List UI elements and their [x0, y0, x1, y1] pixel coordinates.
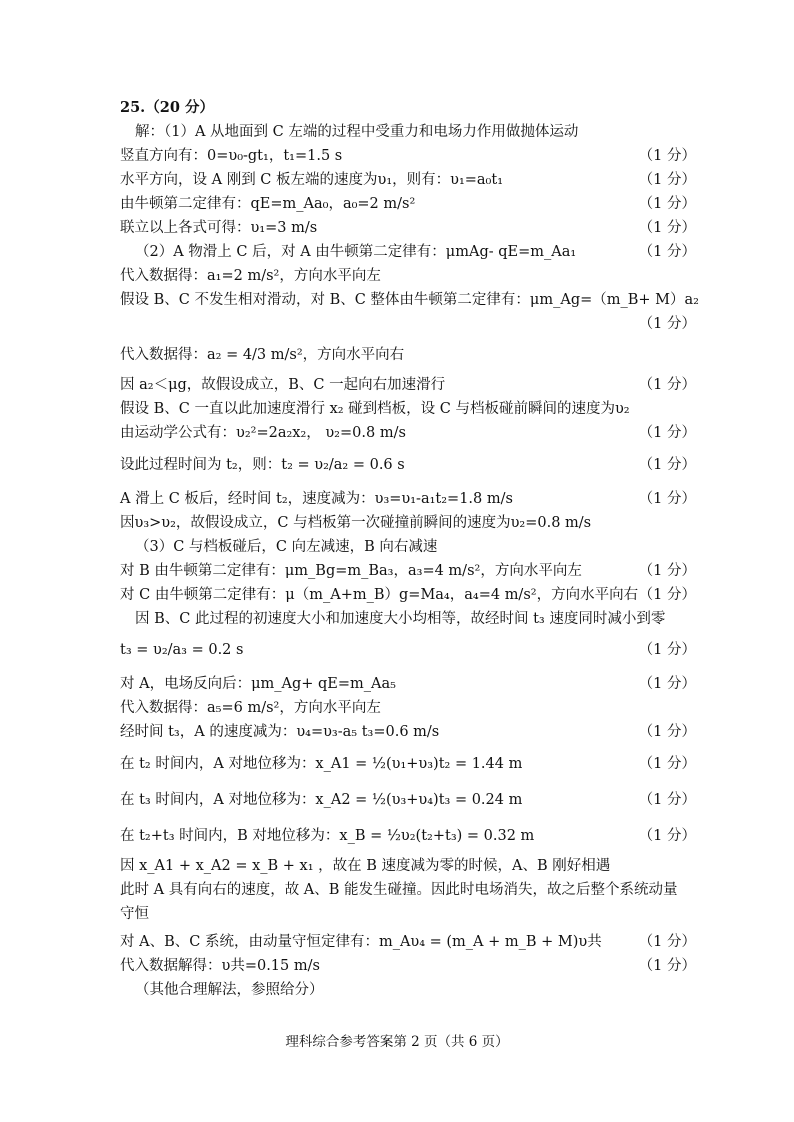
solution-line	[120, 288, 699, 312]
score-mark: （1 分）	[638, 220, 696, 236]
solution-line	[120, 878, 680, 902]
score-mark: （1 分）	[638, 172, 696, 188]
solution-text: 由牛顿第二定律有：qE=m_Aa₀，a₀=2 m/s²	[120, 196, 416, 212]
solution-line	[120, 854, 680, 878]
solution-text: 对 B 由牛顿第二定律有：μm_Bg=m_Ba₃，a₃=4 m/s²，方向水平向左	[120, 563, 582, 579]
solution-line	[135, 978, 695, 1002]
solution-line	[120, 930, 680, 954]
solution-text: 在 t₂+t₃ 时间内，B 对地位移为：x_B = ½υ₂(t₂+t₃) = 0.32 m	[120, 828, 535, 844]
score-mark: （1 分）	[638, 676, 696, 692]
solution-line	[135, 607, 695, 631]
score-mark: （1 分）	[638, 828, 696, 844]
solution-line	[120, 168, 680, 192]
solution-text: 解：（1）A 从地面到 C 左端的过程中受重力和电场力作用做抛体运动	[135, 124, 579, 140]
solution-text: （2）A 物滑上 C 后，对 A 由牛顿第二定律有：μmAg- qE=m_Aa₁	[135, 244, 577, 260]
solution-line	[120, 487, 680, 511]
score-mark: （1 分）	[638, 244, 696, 260]
solution-text: 经时间 t₃，A 的速度减为：υ₄=υ₃-a₅ t₃=0.6 m/s	[120, 724, 440, 740]
solution-text: 对 A，电场反向后：μm_Ag+ qE=m_Aa₅	[120, 676, 396, 692]
solution-line	[120, 397, 680, 421]
solution-line	[120, 902, 680, 926]
solution-line	[120, 672, 680, 696]
solution-text: 守恒	[120, 906, 149, 922]
solution-text: 由运动学公式有：υ₂²=2a₂x₂， υ₂=0.8 m/s	[120, 425, 406, 441]
score-mark: （1 分）	[638, 196, 696, 212]
solution-line	[120, 192, 680, 216]
solution-line	[120, 264, 680, 288]
solution-text: 对 C 由牛顿第二定律有：μ（m_A+m_B）g=Ma₄，a₄=4 m/s²，方向水平向右	[120, 587, 639, 603]
solution-text: 因υ₃>υ₂，故假设成立，C 与档板第一次碰撞前瞬间的速度为υ₂=0.8 m/s	[120, 515, 592, 531]
solution-line	[120, 216, 680, 240]
score-mark: （1 分）	[638, 377, 696, 393]
score-mark: （1 分）	[638, 642, 696, 658]
solution-line	[135, 120, 695, 144]
solution-text: 代入数据得：a₅=6 m/s²，方向水平向左	[120, 700, 381, 716]
solution-line	[120, 752, 680, 776]
solution-line	[120, 144, 680, 168]
question-number: 25.	[120, 99, 146, 116]
solution-text: 假设 B、C 一直以此加速度滑行 x₂ 碰到档板，设 C 与档板碰前瞬间的速度为υ₂	[120, 401, 630, 417]
solution-line	[120, 453, 680, 477]
solution-line	[135, 240, 695, 264]
solution-line	[120, 696, 680, 720]
score-mark: （1 分）	[638, 148, 696, 164]
solution-text: （其他合理解法，参照给分）	[135, 982, 324, 998]
solution-line	[120, 373, 680, 397]
solution-text: （3）C 与档板碰后，C 向左减速，B 向右减速	[135, 539, 438, 555]
solution-text: 假设 B、C 不发生相对滑动，对 B、C 整体由牛顿第二定律有：μm_Ag=（m_B+ M）a₂	[120, 292, 699, 308]
score-mark: （1 分）	[638, 316, 696, 332]
score-mark: （1 分）	[638, 425, 696, 441]
solution-text: 在 t₃ 时间内，A 对地位移为：x_A2 = ½(υ₃+υ₄)t₃ = 0.24 m	[120, 792, 523, 808]
solution-line	[120, 511, 680, 535]
solution-text: 代入数据得：a₁=2 m/s²，方向水平向左	[120, 268, 381, 284]
question-points: （20 分）	[145, 99, 214, 116]
solution-text: 设此过程时间为 t₂，则：t₂ = υ₂/a₂ = 0.6 s	[120, 457, 405, 473]
solution-line	[120, 788, 680, 812]
score-mark: （1 分）	[638, 563, 696, 579]
solution-text: 代入数据得：a₂ = 4/3 m/s²，方向水平向右	[120, 347, 405, 363]
score-mark: （1 分）	[638, 756, 696, 772]
solution-line	[120, 824, 680, 848]
solution-text: 竖直方向有：0=υ₀-gt₁，t₁=1.5 s	[120, 148, 343, 164]
page-footer: 理科综合参考答案第 2 页（共 6 页）	[285, 1034, 509, 1050]
solution-line	[120, 421, 680, 445]
score-mark: （1 分）	[638, 491, 696, 507]
solution-text: 因 B、C 此过程的初速度大小和加速度大小均相等，故经时间 t₃ 速度同时减小到零	[135, 611, 666, 627]
score-mark: （1 分）	[638, 724, 696, 740]
solution-line	[120, 583, 680, 607]
solution-line	[120, 312, 680, 336]
solution-text: A 滑上 C 板后，经时间 t₂，速度减为：υ₃=υ₁-a₁t₂=1.8 m/s	[120, 491, 513, 507]
solution-line	[120, 954, 680, 978]
solution-line	[120, 559, 680, 583]
solution-text: 因 a₂＜μg，故假设成立，B、C 一起向右加速滑行	[120, 377, 446, 393]
score-mark: （1 分）	[638, 958, 696, 974]
solution-text: 此时 A 具有向右的速度，故 A、B 能发生碰撞。因此时电场消失，故之后整个系统动量	[120, 882, 678, 898]
solution-text: 水平方向，设 A 刚到 C 板左端的速度为υ₁，则有：υ₁=a₀t₁	[120, 172, 504, 188]
question-header	[120, 96, 680, 120]
solution-line	[120, 720, 680, 744]
solution-text: 在 t₂ 时间内，A 对地位移为：x_A1 = ½(υ₁+υ₃)t₂ = 1.44 m	[120, 756, 523, 772]
solution-text: 联立以上各式可得：υ₁=3 m/s	[120, 220, 318, 236]
solution-text: 代入数据解得：υ共=0.15 m/s	[120, 958, 320, 974]
solution-text: 因 x_A1 + x_A2 = x_B + x₁ ，故在 B 速度减为零的时候，A、B 刚好相遇	[120, 858, 611, 874]
solution-line	[120, 343, 680, 367]
solution-line	[135, 535, 695, 559]
solution-line	[120, 638, 680, 662]
score-mark: （1 分）	[638, 792, 696, 808]
score-mark: （1 分）	[638, 457, 696, 473]
solution-text: t₃ = υ₂/a₃ = 0.2 s	[120, 642, 244, 658]
score-mark: （1 分）	[638, 934, 696, 950]
score-mark: （1 分）	[638, 587, 696, 603]
solution-text: 对 A、B、C 系统，由动量守恒定律有：m_Aυ₄ = (m_A + m_B + M)υ共	[120, 934, 602, 950]
